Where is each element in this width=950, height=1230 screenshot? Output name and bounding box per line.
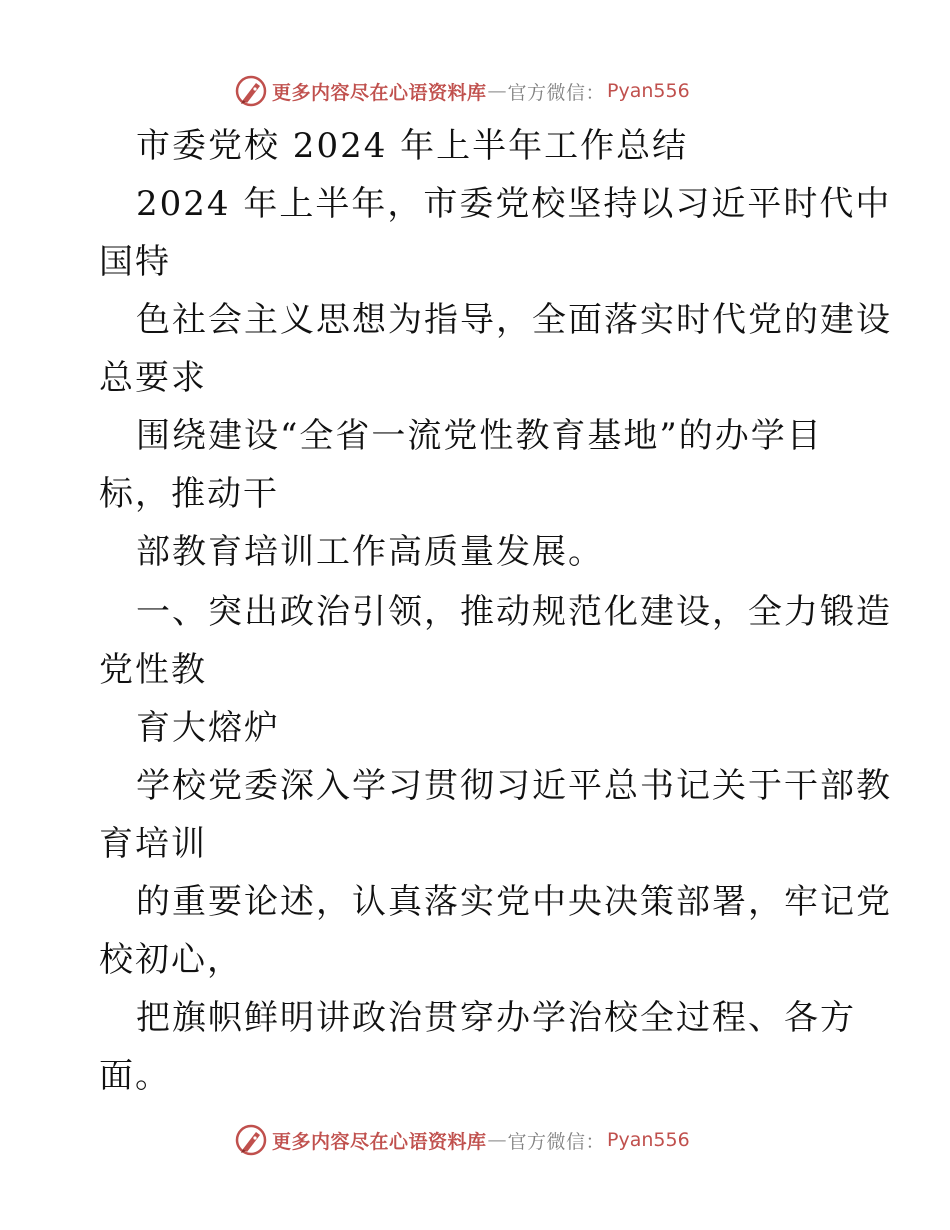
text-line: 的重要论述，认真落实党中央决策部署，牢记党 bbox=[136, 882, 892, 922]
banner-label: 官方微信： bbox=[507, 81, 606, 104]
banner-dash: — bbox=[487, 1129, 507, 1151]
text-line: 色社会主义思想为指导，全面落实时代党的建设 bbox=[136, 300, 892, 340]
text-line: 把旗帜鲜明讲政治贯穿办学治校全过程、各方 bbox=[136, 998, 856, 1038]
text-line: 国特 bbox=[99, 242, 171, 282]
section-heading: 一、突出政治引领，推动规范化建设，全力锻造 bbox=[136, 592, 892, 632]
text-line: 面。 bbox=[99, 1056, 171, 1096]
text-line: 围绕建设“全省一流党性教育基地”的办学目 bbox=[136, 416, 823, 456]
text-line: 标，推动干 bbox=[99, 474, 279, 514]
section-heading: 党性教 bbox=[99, 650, 207, 690]
pen-logo-icon bbox=[234, 74, 268, 108]
text-line: 2024 年上半年，市委党校坚持以习近平时代中 bbox=[136, 184, 892, 224]
section-heading: 育大熔炉 bbox=[136, 708, 280, 748]
banner-main-text: 更多内容尽在心语资料库 bbox=[272, 81, 487, 104]
text-line: 育培训 bbox=[99, 824, 207, 864]
pen-logo-icon bbox=[234, 1123, 268, 1157]
banner-wechat-id: Pyan556 bbox=[607, 80, 690, 102]
document-title: 市委党校 2024 年上半年工作总结 bbox=[136, 126, 689, 166]
banner-wechat-id: Pyan556 bbox=[607, 1129, 690, 1151]
header-banner bbox=[234, 71, 690, 111]
text-line: 学校党委深入学习贯彻习近平总书记关于干部教 bbox=[136, 766, 892, 806]
text-line: 校初心， bbox=[99, 940, 243, 980]
banner-dash: — bbox=[487, 80, 507, 102]
banner-label: 官方微信： bbox=[507, 1130, 606, 1153]
footer-banner bbox=[234, 1120, 690, 1160]
text-line: 部教育培训工作高质量发展。 bbox=[136, 532, 604, 572]
banner-main-text: 更多内容尽在心语资料库 bbox=[272, 1130, 487, 1153]
text-line: 总要求 bbox=[99, 358, 207, 398]
